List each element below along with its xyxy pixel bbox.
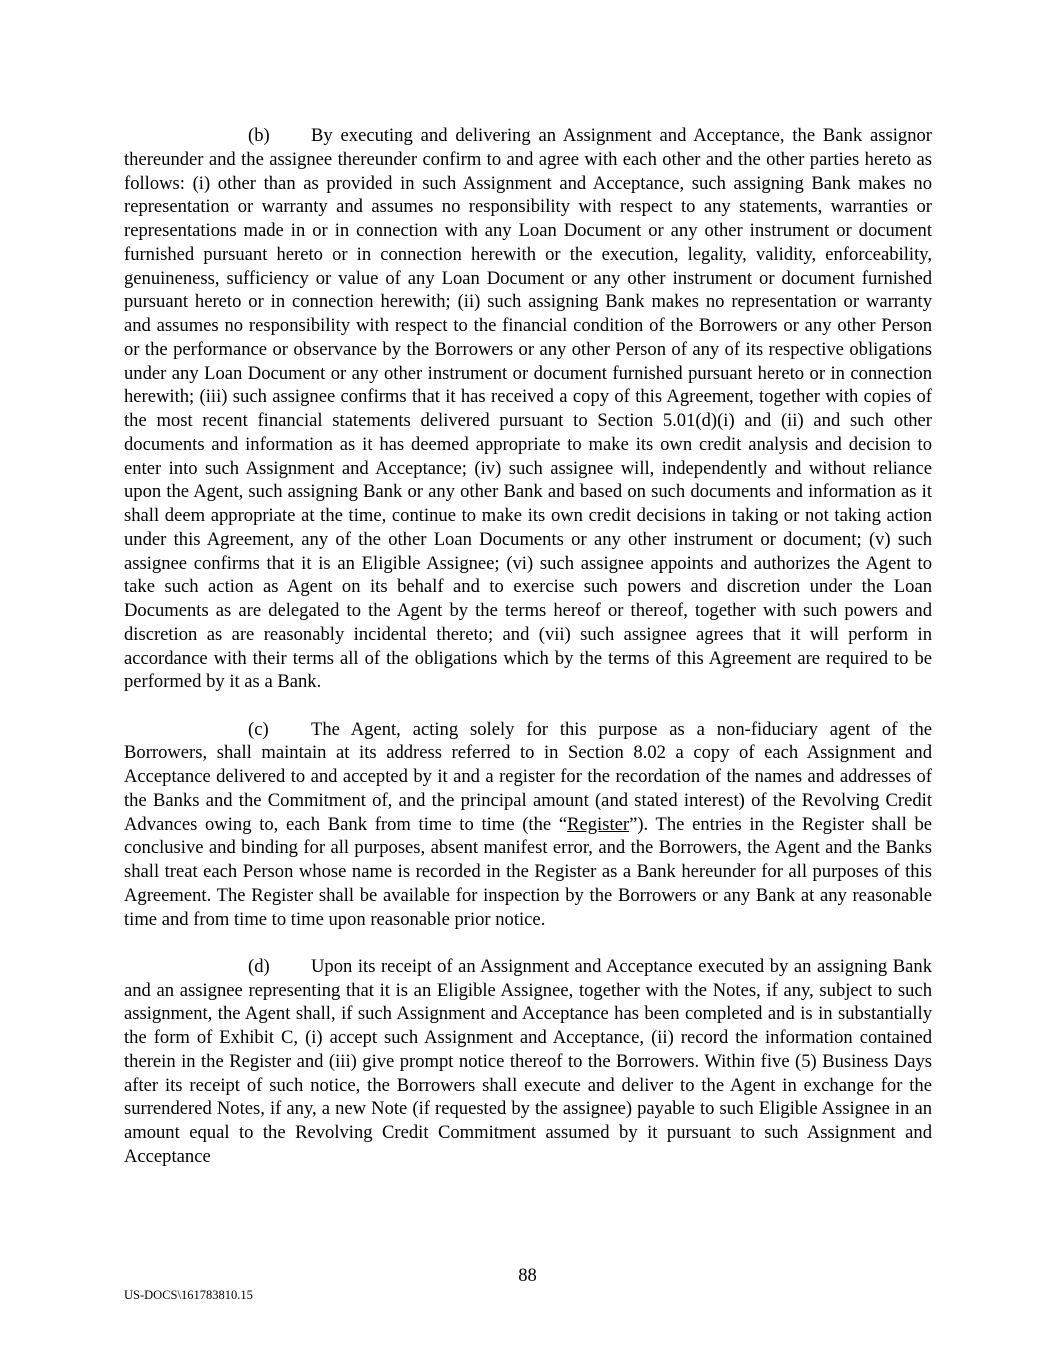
- paragraph-d-text: Upon its receipt of an Assignment and Acceptance executed by an assigning Bank and an assignee representing that it is an Eligible Assignee, together with the Notes, if any, subject to such assignment, the Agent shall, if such Assignment and Acceptance has been completed and is in substantially the form of Exhibit C, (i) accept such Assignment and Acceptance, (ii) record the information contained therein in the Register and (iii) give prompt notice thereof to the Borrowers. Within five (5) Business Days after its receipt of such notice, the Borrowers shall execute and deliver to the Agent in exchange for the surrendered Notes, if any, a new Note (if requested by the assignee) payable to such Eligible Assignee in an amount equal to the Revolving Credit Commitment assumed by it pursuant to such Assignment and Acceptance: [124, 955, 932, 1167]
- paragraph-c: [124, 718, 932, 932]
- defined-term-register: Register: [567, 813, 630, 835]
- document-body: [124, 124, 932, 1169]
- paragraph-label-c: (c): [248, 718, 269, 740]
- paragraph-b-text: By executing and delivering an Assignment and Acceptance, the Bank assignor thereunder and the assignee thereunder confirm to and agree with each other and the other parties hereto as follows: (i) other than as provided in such Assignment and Acceptance, such assigning Bank makes no representation or warranty and assumes no responsibility with respect to any statements, warranties or representations made in or in connection with any Loan Document or any other instrument or document furnished pursuant hereto or in connection herewith or the execution, legality, validity, enforceability, genuineness, sufficiency or value of any Loan Document or any other instrument or document furnished pursuant hereto or in connection herewith; (ii) such assigning Bank makes no representation or warranty and assumes no responsibility with respect to the financial condition of the Borrowers or any other Person or the performance or observance by the Borrowers or any other Person of any of its respective obligations under any Loan Document or any other instrument or document furnished pursuant hereto or in connection herewith; (iii) such assignee confirms that it has received a copy of this Agreement, together with copies of the most recent financial statements delivered pursuant to Section 5.01(d)(i) and (ii) and such other documents and information as it has deemed appropriate to make its own credit analysis and decision to enter into such Assignment and Acceptance; (iv) such assignee will, independently and without reliance upon the Agent, such assigning Bank or any other Bank and based on such documents and information as it shall deem appropriate at the time, continue to make its own credit decisions in taking or not taking action under this Agreement, any of the other Loan Documents or any other instrument or document; (v) such assignee confirms that it is an Eligible Assignee; (vi) such assignee appoints and authorizes the Agent to take such action as Agent on its behalf and to exercise such powers and discretion under the Loan Documents as are delegated to the Agent by the terms hereof or thereof, together with such powers and discretion as are reasonably incidental thereto; and (vii) such assignee agrees that it will perform in accordance with their terms all of the obligations which by the terms of this Agreement are required to be performed by it as a Bank.: [124, 125, 932, 693]
- paragraph-label-d: (d): [248, 955, 270, 977]
- page-number: 88: [518, 1265, 537, 1286]
- document-id: US-DOCS\161783810.15: [124, 1288, 253, 1302]
- paragraph-d: [124, 955, 932, 1169]
- paragraph-c-text-after: ”). The entries in the Register shall be conclusive and binding for all purposes, absent manifest error, and the Borrowers, the Agent and the Banks shall treat each Person whose name is recorded in the Register as a Bank hereunder for all purposes of this Agreement. The Register shall be available for inspection by the Borrowers or any Bank at any reasonable time and from time to time upon reasonable prior notice.: [124, 813, 933, 930]
- paragraph-c-text-before: The Agent, acting solely for this purpose as a non-fiduciary agent of the Borrowers, shall maintain at its address referred to in Section 8.02 a copy of each Assignment and Acceptance delivered to and accepted by it and a register for the recordation of the names and addresses of the Banks and the Commitment of, and the principal amount (and stated interest) of the Revolving Credit Advances owing to, each Bank from time to time (the “: [124, 718, 932, 835]
- paragraph-label-b: (b): [248, 125, 270, 146]
- paragraph-b: [124, 124, 932, 694]
